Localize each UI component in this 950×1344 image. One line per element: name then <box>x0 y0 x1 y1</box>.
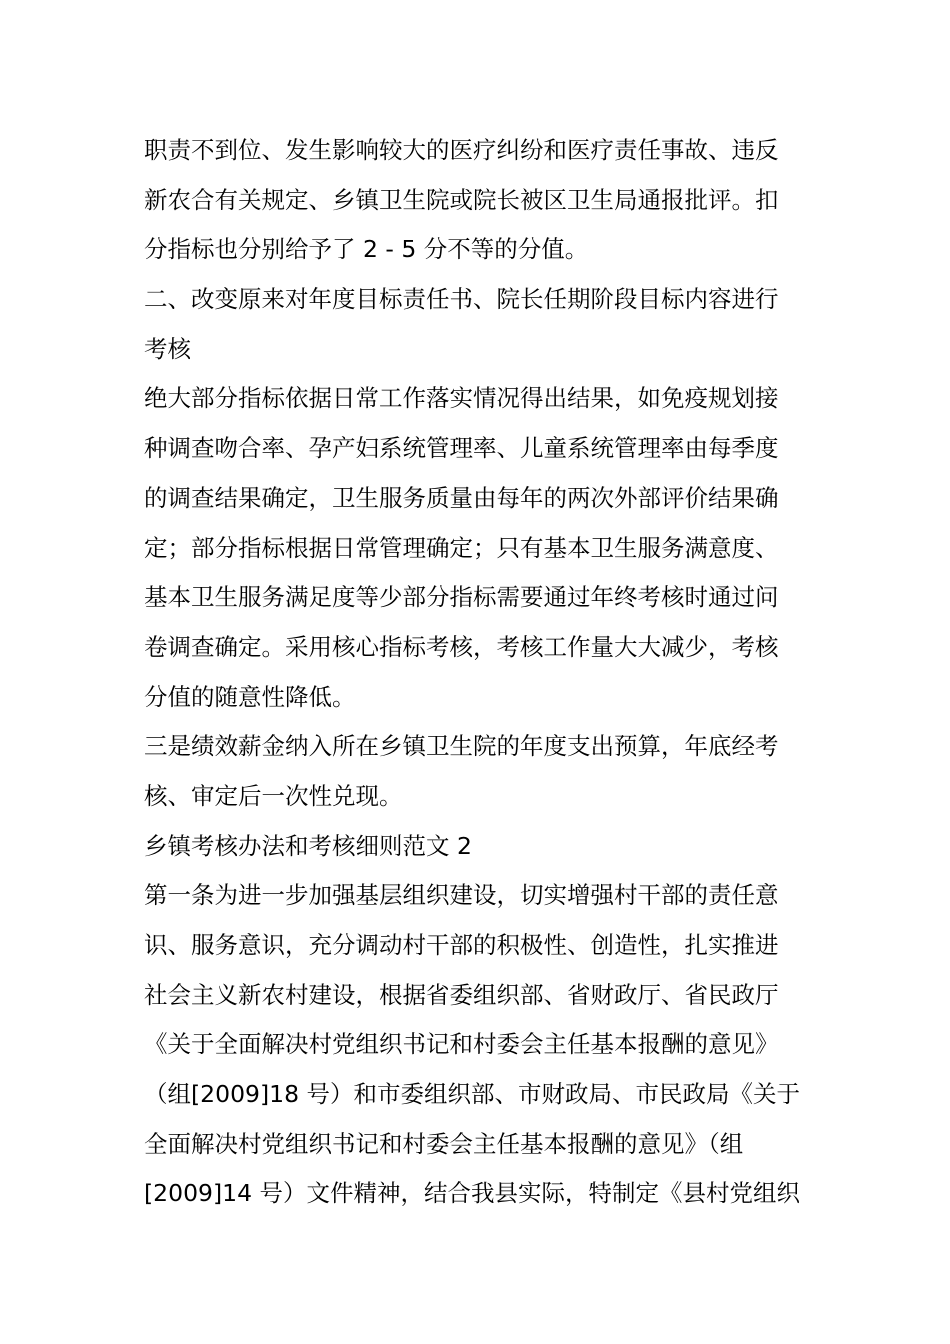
text-line: 《关于全面解决村党组织书记和村委会主任基本报酬的意见》 <box>144 1030 779 1059</box>
text-line: 基本卫生服务满足度等少部分指标需要通过年终考核时通过问 <box>144 583 779 612</box>
section-heading: 考核 <box>144 334 191 363</box>
text-line: 三是绩效薪金纳入所在乡镇卫生院的年度支出预算，年底经考 <box>144 732 779 761</box>
document-subtitle: 乡镇考核办法和考核细则范文 2 <box>144 831 472 860</box>
text-line: 全面解决村党组织书记和村委会主任基本报酬的意见》（组 <box>144 1129 744 1158</box>
text-line: 种调查吻合率、孕产妇系统管理率、儿童系统管理率由每季度 <box>144 434 779 463</box>
text-line: 新农合有关规定、乡镇卫生院或院长被区卫生局通报批评。扣 <box>144 185 779 214</box>
text-line: 职责不到位、发生影响较大的医疗纠纷和医疗责任事故、违反 <box>144 136 779 164</box>
document-body <box>144 126 808 1219</box>
text-line: 社会主义新农村建设，根据省委组织部、省财政厅、省民政厅 <box>144 980 779 1009</box>
section-heading: 二、改变原来对年度目标责任书、院长任期阶段目标内容进行 <box>144 285 779 314</box>
text-line: 的调查结果确定，卫生服务质量由每年的两次外部评价结果确 <box>144 483 779 512</box>
text-line: 分值的随意性降低。 <box>144 682 356 711</box>
text-line: 分指标也分别给予了 2 - 5 分不等的分值。 <box>144 235 589 264</box>
text-line: 定；部分指标根据日常管理确定；只有基本卫生服务满意度、 <box>144 533 779 562</box>
text-line: 绝大部分指标依据日常工作落实情况得出结果，如免疫规划接 <box>144 384 779 413</box>
text-line: [2009]14 号）文件精神，结合我县实际，特制定《县村党组织 <box>144 1179 801 1208</box>
text-line: （组[2009]18 号）和市委组织部、市财政局、市民政局《关于 <box>144 1080 801 1109</box>
text-line: 卷调查确定。采用核心指标考核，考核工作量大大减少，考核 <box>144 632 779 661</box>
text-line: 第一条为进一步加强基层组织建设，切实增强村干部的责任意 <box>144 881 779 910</box>
text-line: 识、服务意识，充分调动村干部的积极性、创造性，扎实推进 <box>144 931 779 959</box>
text-line: 核、审定后一次性兑现。 <box>144 781 403 810</box>
